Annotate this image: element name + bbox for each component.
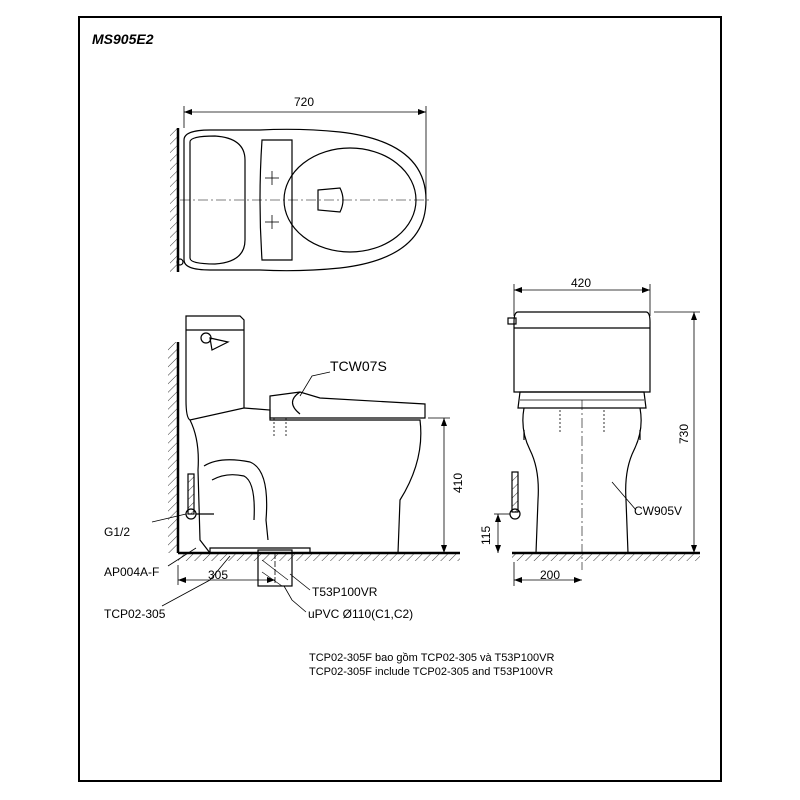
- side-view: [152, 316, 460, 612]
- note-line-2: TCP02-305F include TCP02-305 and T53P100VR: [309, 666, 554, 678]
- callout-supply: G1/2: [104, 525, 131, 539]
- front-view: [494, 284, 700, 586]
- dim-rough-in: 305: [208, 568, 229, 582]
- callout-bowl: CW905V: [634, 504, 683, 518]
- note-line-1: TCP02-305F bao gồm TCP02-305 và T53P100VR: [309, 652, 555, 664]
- callout-valve: AP004A-F: [104, 565, 160, 579]
- callout-seat: TCW07S: [330, 358, 387, 374]
- dim-front-center: 200: [540, 568, 561, 582]
- top-view: [170, 106, 432, 272]
- dim-top-width: 720: [294, 95, 315, 109]
- dim-total-height: 730: [677, 423, 691, 444]
- dim-seat-height: 410: [451, 472, 465, 493]
- callout-pipe: uPVC Ø110(C1,C2): [308, 607, 414, 621]
- callout-flange: TCP02-305: [104, 607, 166, 621]
- dim-side-width: 420: [571, 276, 592, 290]
- model-title: MS905E2: [92, 31, 154, 47]
- callout-adapter: T53P100VR: [312, 585, 378, 599]
- dim-supply-height: 115: [479, 525, 493, 545]
